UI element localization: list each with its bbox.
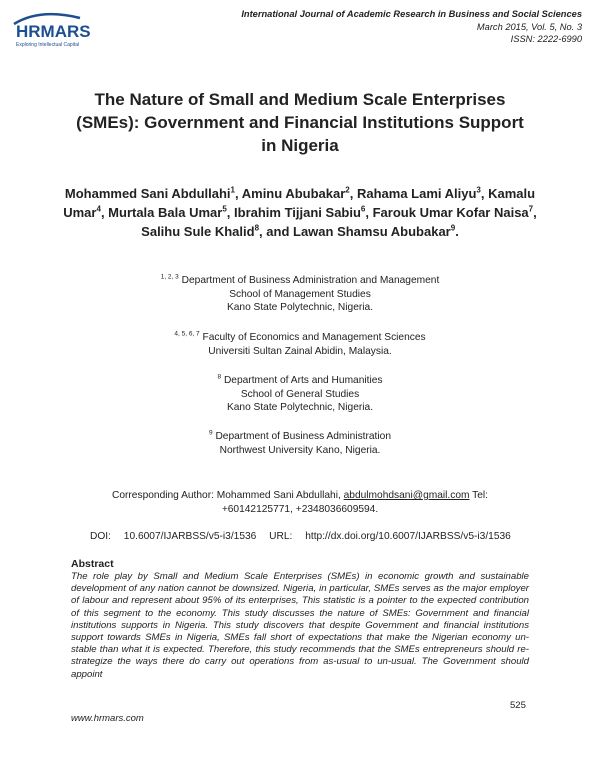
- journal-issn: ISSN: 2222-6990: [510, 34, 582, 44]
- affiliation-line: Faculty of Economics and Management Sciences: [202, 332, 426, 343]
- phone-numbers: +60142125771, +2348036609594.: [221, 503, 379, 515]
- author-sup: 6: [360, 204, 366, 214]
- affiliation-line: School of Management Studies: [229, 288, 371, 300]
- author-sep: ,: [365, 205, 373, 220]
- affiliation-sup: 4, 5, 6, 7: [174, 330, 200, 338]
- title-line: The Nature of Small and Medium Scale Enterprises: [94, 90, 506, 109]
- journal-header: [241, 8, 582, 46]
- author-sep: ,: [100, 205, 109, 220]
- title-line: in Nigeria: [261, 136, 339, 155]
- affiliation: [80, 331, 520, 358]
- author-sep: , and: [259, 224, 293, 239]
- hrmars-logo-graphic: [10, 10, 110, 50]
- author-name: Farouk Umar Kofar Naisa: [372, 205, 529, 220]
- author-name: Lawan Shamsu Abubakar: [293, 224, 451, 239]
- correspondence: [40, 489, 560, 516]
- author-sup: 8: [254, 223, 260, 233]
- affiliation-line: Northwest University Kano, Nigeria.: [219, 444, 381, 456]
- affiliation-sup: 8: [217, 373, 222, 381]
- correspondence-prefix: Corresponding Author: Mohammed Sani Abdullahi,: [112, 490, 344, 501]
- affiliation-line: Department of Arts and Humanities: [223, 375, 383, 386]
- author-sup: 4: [96, 204, 101, 214]
- logo-tagline: Exploring Intellectual Capital: [16, 42, 80, 48]
- affiliation-sup: 9: [208, 429, 213, 437]
- author-name: Aminu Abubakar: [241, 186, 346, 201]
- author-sup: 2: [345, 185, 350, 195]
- url-link[interactable]: http://dx.doi.org/10.6007/IJARBSS/v5-i3/1536: [305, 531, 511, 542]
- author-sep: ,: [226, 205, 235, 220]
- email-link[interactable]: abdulmohdsani@gmail.com: [343, 490, 470, 501]
- paper-title: [40, 88, 560, 157]
- abstract-heading: Abstract: [71, 558, 114, 570]
- author-name: Rahama Lami Aliyu: [356, 186, 477, 201]
- affiliation: [80, 374, 520, 415]
- journal-title: International Journal of Academic Research in Business and Social Sciences: [241, 9, 582, 19]
- author-sup: 1: [230, 185, 235, 195]
- author-name: Murtala Bala Umar: [108, 205, 223, 220]
- author-sep: ,: [235, 186, 242, 201]
- author-sup: 7: [528, 204, 534, 214]
- author-sep: .: [455, 224, 459, 239]
- correspondence-suffix: Tel:: [469, 490, 488, 501]
- logo-text: HRMARS: [16, 22, 91, 41]
- hrmars-logo: [10, 10, 110, 50]
- affiliation-line: Kano State Polytechnic, Nigeria.: [226, 302, 374, 313]
- author-sup: 3: [476, 185, 481, 195]
- title-line: (SMEs): Government and Financial Institutions Support: [76, 113, 524, 132]
- author-name: Salihu Sule Khalid: [141, 224, 255, 239]
- doi-line: [90, 531, 550, 542]
- affiliation-line: Department of Business Administration and Management: [181, 275, 440, 286]
- affiliation-line: School of General Studies: [240, 388, 360, 400]
- footer-url[interactable]: www.hrmars.com: [71, 713, 144, 724]
- doi-label: DOI:: [90, 531, 111, 542]
- author-sep: ,: [349, 186, 357, 201]
- page-number: 525: [510, 700, 526, 711]
- author-name: Mohammed Sani Abdullahi: [64, 186, 231, 201]
- affiliation-line: Department of Business Administration: [215, 431, 391, 442]
- author-sep: ,: [480, 186, 485, 201]
- abstract-text: The role play by Small and Medium Scale Enterprises (SMEs) in economic growth and sustainable development of any nation cannot be downsized. Nigeria, in particular, SMEs serves as the major employer of labour and represent about 95% of its enterprises, This statistic is a pointer to the expected contribution of this segment to the economy. This study discusses the nature of SMEs: Government and financial institutions supports in Nigeria. This study discovers that despite Government and financial institutions support towards SMEs in Nigeria, SMEs fall short of expectations that make the Nigerian economy un-stable than what it is expected. Therefore, this study recommends that the SMEs entrepreneurs should re-strategize the ways there do carry out operations from as-usual to un-usual. The Government should appoint: [71, 571, 529, 680]
- author-name: Kamalu Umar: [63, 186, 536, 220]
- author-list: [60, 184, 540, 241]
- author-name: Ibrahim Tijjani Sabiu: [234, 205, 361, 220]
- author-sep: ,: [533, 205, 537, 220]
- affiliation: [80, 430, 520, 457]
- affiliation: [80, 274, 520, 315]
- author-sup: 5: [222, 204, 227, 214]
- url-label: URL:: [269, 531, 293, 542]
- doi-value: 10.6007/IJARBSS/v5-i3/1536: [123, 531, 257, 542]
- affiliation-line: Universiti Sultan Zainal Abidin, Malaysia.: [208, 345, 392, 357]
- journal-issue: March 2015, Vol. 5, No. 3: [476, 21, 582, 32]
- affiliation-line: Kano State Polytechnic, Nigeria.: [226, 402, 374, 413]
- author-sup: 9: [450, 223, 456, 233]
- affiliation-sup: 1, 2, 3: [160, 273, 179, 281]
